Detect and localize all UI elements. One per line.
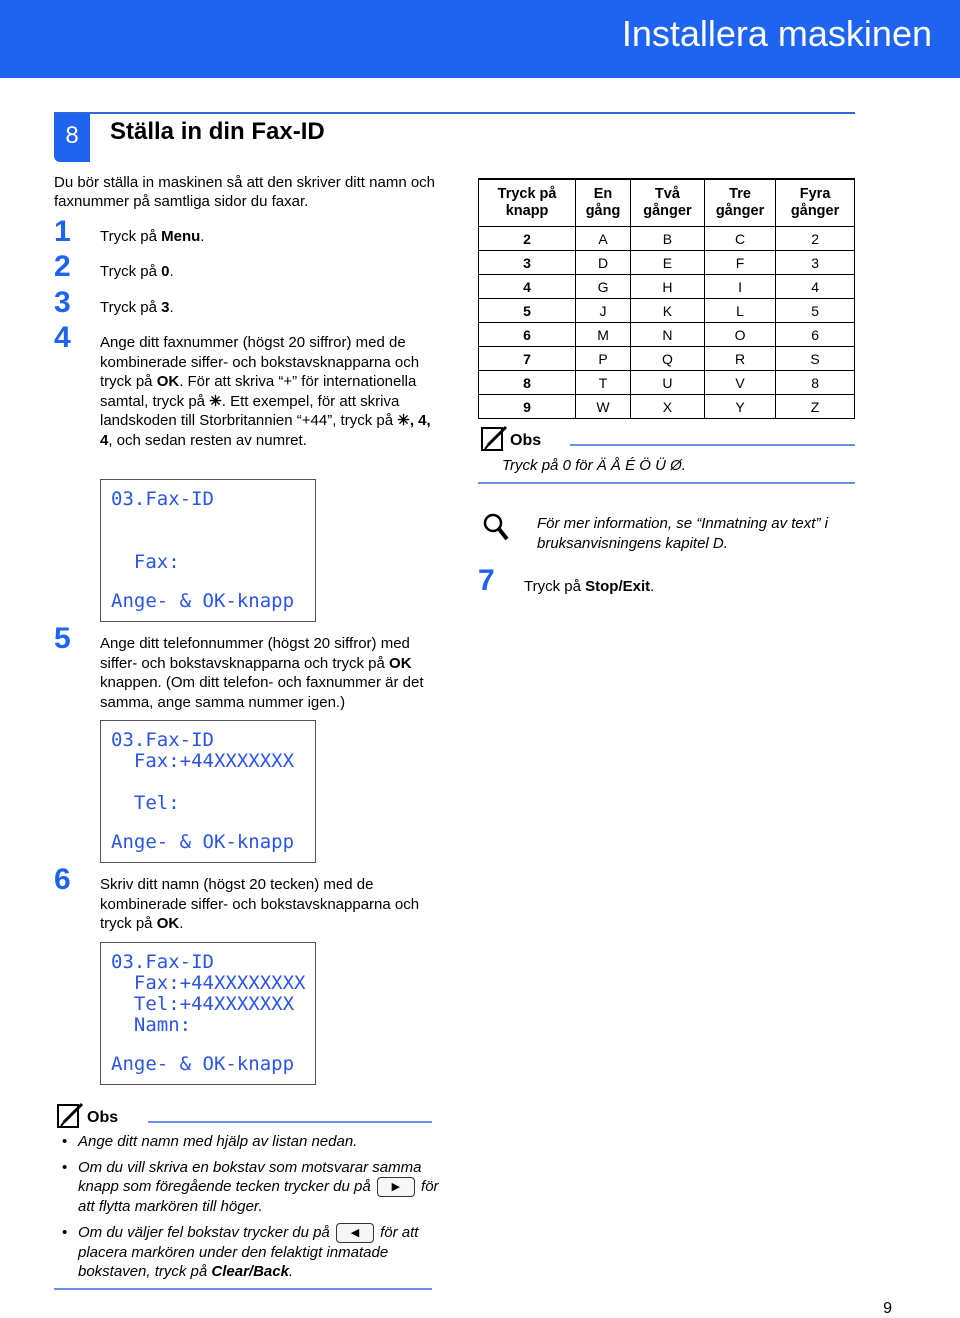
table-cell: R [704, 347, 775, 371]
obs-label: Obs [510, 432, 542, 449]
table-cell: P [576, 347, 631, 371]
table-row [479, 227, 855, 251]
step-number: 4 [54, 321, 71, 354]
section-number-badge: 8 [54, 114, 90, 162]
table-cell: 3 [776, 251, 855, 275]
table-cell: 2 [776, 227, 855, 251]
table-cell: O [704, 323, 775, 347]
note-pencil-icon [480, 425, 510, 458]
table-cell: V [704, 371, 775, 395]
table-cell: K [630, 299, 704, 323]
table-cell: E [630, 251, 704, 275]
step-number: 5 [54, 622, 71, 655]
table-cell: 3 [479, 251, 576, 275]
table-header: Tryck på knapp [479, 179, 576, 227]
list-item: • Om du väljer fel bokstav trycker du på ◀ för att placera markören under den felaktigt inmatade bokstaven, tryck på Clear/Back. [62, 1223, 442, 1282]
list-item: • Ange ditt namn med hjälp av listan nedan. [62, 1132, 442, 1152]
table-cell: S [776, 347, 855, 371]
lcd-display: 03.Fax-ID Fax: Ange- & OK-knapp [100, 479, 316, 622]
page-header [0, 0, 960, 78]
table-cell: A [576, 227, 631, 251]
table-cell: 6 [479, 323, 576, 347]
table-cell: D [576, 251, 631, 275]
intro-text: Du bör ställa in maskinen så att den skriver ditt namn och faxnummer på samtliga sidor du faxar. [54, 174, 436, 210]
table-row [479, 395, 855, 419]
step-text: Tryck på Stop/Exit. [524, 578, 655, 595]
step-text: Tryck på 0. [100, 263, 174, 280]
table-cell: F [704, 251, 775, 275]
section-title: Ställa in din Fax-ID [110, 118, 325, 145]
table-cell: Y [704, 395, 775, 419]
table-cell: 4 [776, 275, 855, 299]
page-number: 9 [883, 1300, 892, 1317]
table-cell: 8 [479, 371, 576, 395]
step-number: 6 [54, 863, 71, 896]
table-row [479, 347, 855, 371]
step-text: Ange ditt faxnummer (högst 20 siffror) med de kombinerade siffer- och bokstavsknapparna och tryck på OK. För att skriva “+” för internationella samtal, tryck på ✳. Ett exempel, för att skriva landskoden till Storbritannien “+44”, tryck på ✳, 4, 4, och sedan resten av numret. [100, 334, 431, 449]
table-cell: X [630, 395, 704, 419]
table-row [479, 299, 855, 323]
table-cell: H [630, 275, 704, 299]
table-cell: G [576, 275, 631, 299]
table-cell: L [704, 299, 775, 323]
table-cell: 5 [479, 299, 576, 323]
step-number: 7 [478, 564, 495, 597]
table-cell: 6 [776, 323, 855, 347]
table-cell: W [576, 395, 631, 419]
step-text: Skriv ditt namn (högst 20 tecken) med de kombinerade siffer- och bokstavsknapparna och tryck på OK. [100, 876, 420, 932]
table-header: Tre gånger [704, 179, 775, 227]
note-pencil-icon [56, 1102, 86, 1135]
obs-divider [54, 1288, 432, 1290]
lcd-display: 03.Fax-ID Fax:+44XXXXXXXX Tel:+44XXXXXXX Namn: Ange- & OK-knapp [100, 942, 316, 1085]
header-title: Installera maskinen [621, 13, 932, 54]
table-cell: 4 [479, 275, 576, 299]
list-item: • Om du vill skriva en bokstav som motsvarar samma knapp som föregående tecken trycker du på ▶ för att flytta markören till höger. [62, 1158, 442, 1217]
table-cell: C [704, 227, 775, 251]
left-arrow-key-icon: ◀ [336, 1223, 374, 1243]
table-cell: 8 [776, 371, 855, 395]
star-key-icon: ✳ [397, 412, 410, 429]
obs-divider [148, 1121, 432, 1123]
note-list [62, 1132, 442, 1288]
table-row [479, 251, 855, 275]
step-text: Ange ditt telefonnummer (högst 20 siffror) med siffer- och bokstavsknapparna och tryck på OK knappen. (Om ditt telefon- och faxnummer är det samma, ange samma nummer igen.) [100, 635, 424, 711]
obs-label: Obs [87, 1109, 119, 1126]
magnifier-icon [482, 512, 510, 547]
table-row [479, 371, 855, 395]
star-key-icon: ✳ [209, 392, 222, 410]
tip-text: För mer information, se “Inmatning av text” i bruksanvisningens kapitel D. [537, 515, 828, 552]
obs-divider [570, 444, 855, 446]
table-header: En gång [576, 179, 631, 227]
table-cell: 7 [479, 347, 576, 371]
lcd-display: 03.Fax-ID Fax:+44XXXXXXX Tel: Ange- & OK-knapp [100, 720, 316, 863]
table-header-row [479, 179, 855, 227]
table-row [479, 323, 855, 347]
table-cell: J [576, 299, 631, 323]
table-cell: Z [776, 395, 855, 419]
step-text: Tryck på 3. [100, 299, 174, 316]
table-cell: U [630, 371, 704, 395]
table-cell: T [576, 371, 631, 395]
section-divider [54, 112, 855, 114]
step-number: 3 [54, 286, 71, 319]
table-cell: N [630, 323, 704, 347]
right-arrow-key-icon: ▶ [377, 1177, 415, 1197]
table-cell: 2 [479, 227, 576, 251]
obs-text: Tryck på 0 för Ä Å É Ö Ü Ø. [502, 457, 686, 474]
table-cell: Q [630, 347, 704, 371]
key-mapping-table [478, 178, 855, 419]
table-cell: I [704, 275, 775, 299]
table-cell: B [630, 227, 704, 251]
step-number: 1 [54, 215, 71, 248]
table-cell: M [576, 323, 631, 347]
table-cell: 9 [479, 395, 576, 419]
obs-divider [478, 482, 855, 484]
table-cell: 5 [776, 299, 855, 323]
table-header: Fyra gånger [776, 179, 855, 227]
table-header: Två gånger [630, 179, 704, 227]
step-number: 2 [54, 250, 71, 283]
table-row [479, 275, 855, 299]
step-text: Tryck på Menu. [100, 228, 205, 245]
